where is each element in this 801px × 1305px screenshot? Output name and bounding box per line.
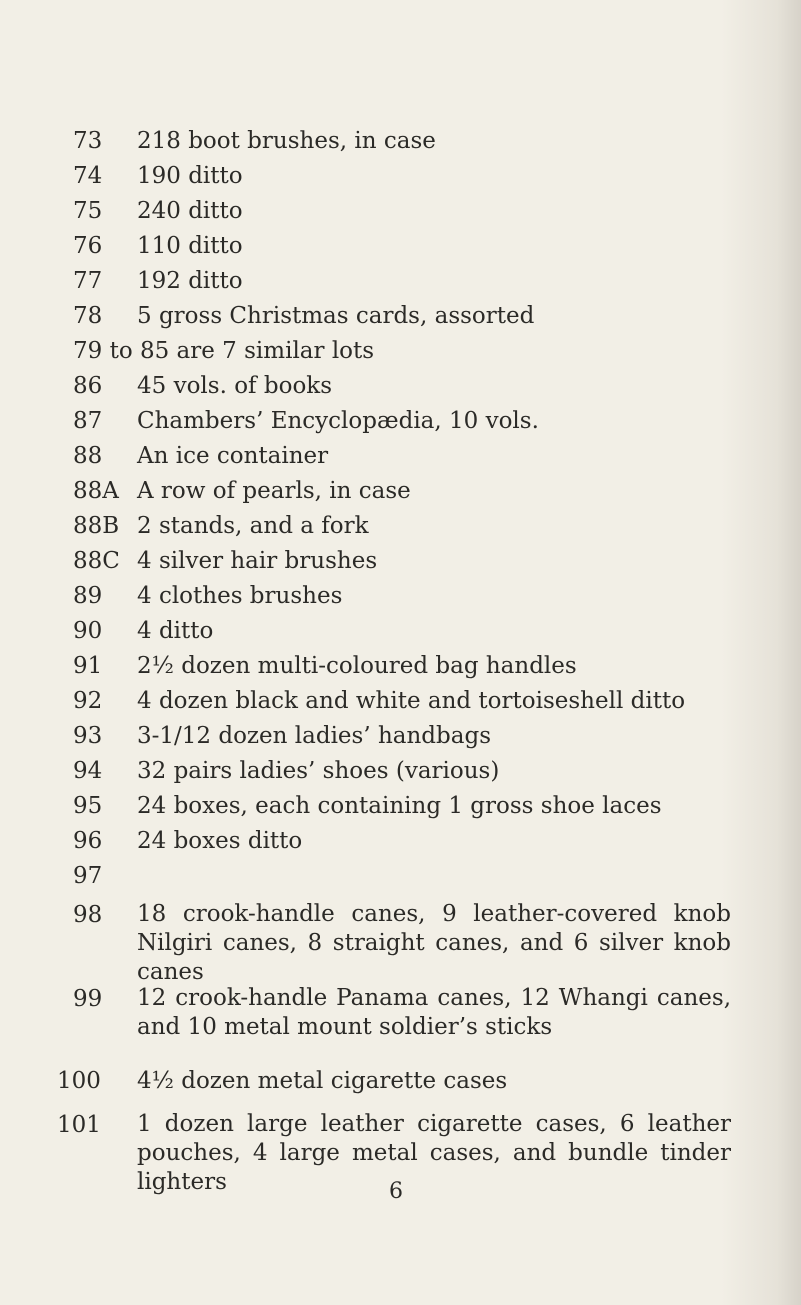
lot-number: 96 [73,828,103,854]
lot-description: A row of pearls, in case [137,478,411,504]
lot-description: 2 stands, and a fork [137,513,369,539]
lot-description: 218 boot brushes, in case [137,128,436,154]
lot-number: 76 [73,233,103,259]
similar-lots-note: 79 to 85 are 7 similar lots [73,338,375,364]
page-number: 6 [389,1179,403,1204]
lot-description: Chambers’ Encyclopædia, 10 vols. [137,408,539,434]
lot-number: 86 [73,373,103,399]
lot-number: 77 [73,268,103,294]
lot-number: 97 [73,863,103,889]
lot-description: 110 ditto [137,233,243,259]
lot-description: 4 clothes brushes [137,583,343,609]
lot-number: 78 [73,303,103,329]
lot-number: 101 [57,1112,101,1138]
lot-number: 91 [73,653,103,679]
lot-description: An ice container [137,443,329,469]
lot-description: 45 vols. of books [137,373,333,399]
lot-number: 87 [73,408,103,434]
lot-description: 4 silver hair brushes [137,548,378,574]
lot-number: 92 [73,688,103,714]
lot-number: 89 [73,583,103,609]
lot-number: 75 [73,198,103,224]
lot-number: 94 [73,758,103,784]
lot-description: 24 boxes ditto [137,828,303,854]
lot-description: 240 ditto [137,198,243,224]
lot-description: 190 ditto [137,163,243,189]
lot-number: 93 [73,723,103,749]
lot-number: 73 [73,128,103,154]
lot-number: 100 [57,1068,101,1094]
lot-description: 4 ditto [137,618,214,644]
lot-description: 32 pairs ladies’ shoes (various) [137,758,500,784]
lot-description: 192 ditto [137,268,243,294]
lot-description: 1 dozen large leather cigarette cases, 6 leather pouches, 4 large metal cases, and bundle tinder lighters [137,1111,731,1195]
lot-number: 88 [73,443,103,469]
lot-description: 3-1/12 dozen ladies’ handbags [137,723,491,749]
lot-description: 12 crook-handle Panama canes, 12 Whangi canes, and 10 metal mount soldier’s sticks [137,985,731,1040]
lot-number: 98 [73,902,103,928]
lot-description: 5 gross Christmas cards, assorted [137,303,535,329]
lot-number: 88A [73,478,119,504]
lot-number: 90 [73,618,103,644]
lot-description: 24 boxes, each containing 1 gross shoe laces [137,793,662,819]
lot-description: 2½ dozen multi-coloured bag handles [137,653,577,679]
lot-number: 88B [73,513,120,539]
lot-number: 95 [73,793,103,819]
lot-number: 74 [73,163,103,189]
lot-number: 88C [73,548,120,574]
lot-description: 4½ dozen metal cigarette cases [137,1068,508,1094]
lot-description: 4 dozen black and white and tortoiseshell ditto [137,688,686,714]
lot-number: 99 [73,986,103,1012]
lot-description: 18 crook-handle canes, 9 leather-covered knob Nilgiri canes, 8 straight canes, and 6 silver knob canes [137,901,731,985]
